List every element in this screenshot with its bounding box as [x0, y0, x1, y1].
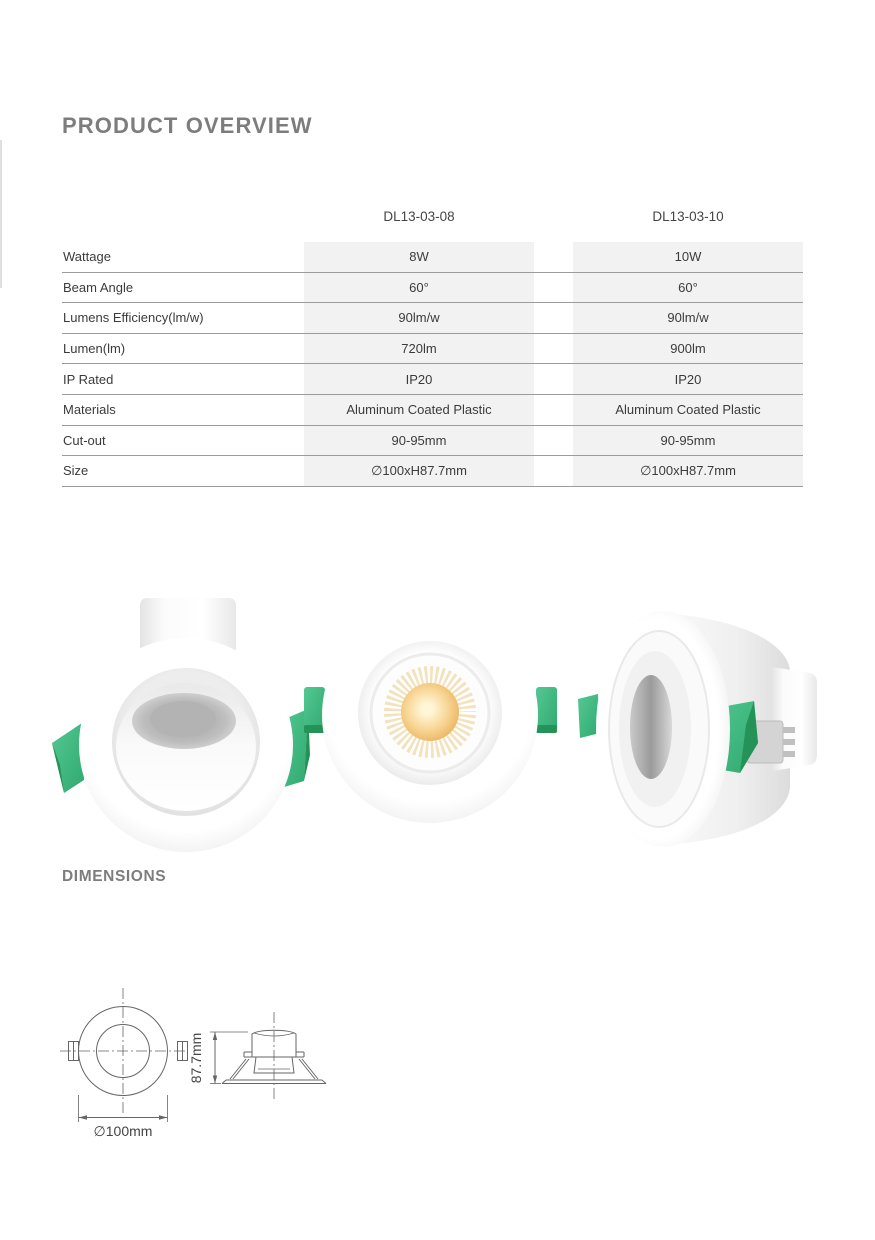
spec-row-materials: [62, 395, 803, 426]
product-photo-gimbal-view: [52, 598, 310, 852]
spec-value: Aluminum Coated Plastic: [304, 395, 534, 425]
spec-value: Aluminum Coated Plastic: [573, 395, 803, 425]
product-overview-heading: PRODUCT OVERVIEW: [62, 113, 313, 138]
spec-value: 60°: [304, 273, 534, 303]
spec-value: ∅100xH87.7mm: [304, 456, 534, 486]
spec-gap: [534, 395, 573, 425]
spec-gap: [534, 426, 573, 456]
mounting-clip-icon: [304, 725, 325, 733]
spec-value: 900lm: [573, 334, 803, 364]
spec-value: 90-95mm: [304, 426, 534, 456]
spec-row-lumens-efficiency: [62, 303, 803, 334]
spec-label: Beam Angle: [63, 279, 134, 295]
spec-label: Cut-out: [63, 432, 106, 448]
diameter-dimension-label: ∅100mm: [93, 1123, 153, 1139]
spec-gap: [534, 456, 573, 486]
dimension-drawing-side-view: [210, 1012, 326, 1102]
product-photos: [40, 575, 835, 860]
led-chip-lit: [401, 683, 459, 741]
spec-row-size: [62, 456, 803, 487]
spec-value: ∅100xH87.7mm: [573, 456, 803, 486]
column-header-model-2: DL13-03-10: [652, 209, 724, 224]
spec-row-beam-angle: [62, 273, 803, 304]
dimensions-heading: DIMENSIONS: [62, 868, 167, 885]
spec-value: 8W: [304, 242, 534, 272]
terminal-pins: [783, 727, 795, 733]
dimension-drawing-top-view: [60, 988, 188, 1122]
spec-row-wattage: [62, 242, 803, 273]
spec-row-cut-out: [62, 426, 803, 457]
spec-gap: [534, 364, 573, 394]
led-reflector-side: [630, 675, 672, 779]
spec-label: Size: [63, 463, 89, 479]
spec-gap: [534, 303, 573, 333]
column-header-model-1: DL13-03-08: [383, 209, 455, 224]
product-photo-side-view: [578, 611, 817, 847]
spec-gap: [534, 273, 573, 303]
spec-row-lumen: [62, 334, 803, 365]
led-lens: [150, 701, 216, 737]
terminal-pins: [783, 751, 795, 757]
spec-value: 720lm: [304, 334, 534, 364]
spec-label: IP Rated: [63, 371, 114, 387]
height-dimension-label: 87.7mm: [188, 1032, 204, 1084]
spec-gap: [534, 242, 573, 272]
spec-row-ip-rated: [62, 364, 803, 395]
spec-label: Wattage: [63, 249, 111, 265]
spec-value: 60°: [573, 273, 803, 303]
spec-table: [62, 242, 803, 487]
spec-label: Lumen(lm): [63, 341, 126, 357]
spec-value: IP20: [304, 364, 534, 394]
spec-label: Materials: [63, 402, 116, 418]
mounting-clip-icon: [536, 725, 557, 733]
terminal-pins: [783, 739, 795, 745]
spec-value: 10W: [573, 242, 803, 272]
spec-value: 90-95mm: [573, 426, 803, 456]
spec-value: IP20: [573, 364, 803, 394]
dimension-drawings: [40, 980, 360, 1150]
spec-value: 90lm/w: [304, 303, 534, 333]
spec-value: 90lm/w: [573, 303, 803, 333]
page-edge-artifact: [0, 140, 2, 288]
product-photo-front-view: [304, 607, 557, 823]
spec-label: Lumens Efficiency(lm/w): [63, 310, 204, 326]
spec-gap: [534, 334, 573, 364]
